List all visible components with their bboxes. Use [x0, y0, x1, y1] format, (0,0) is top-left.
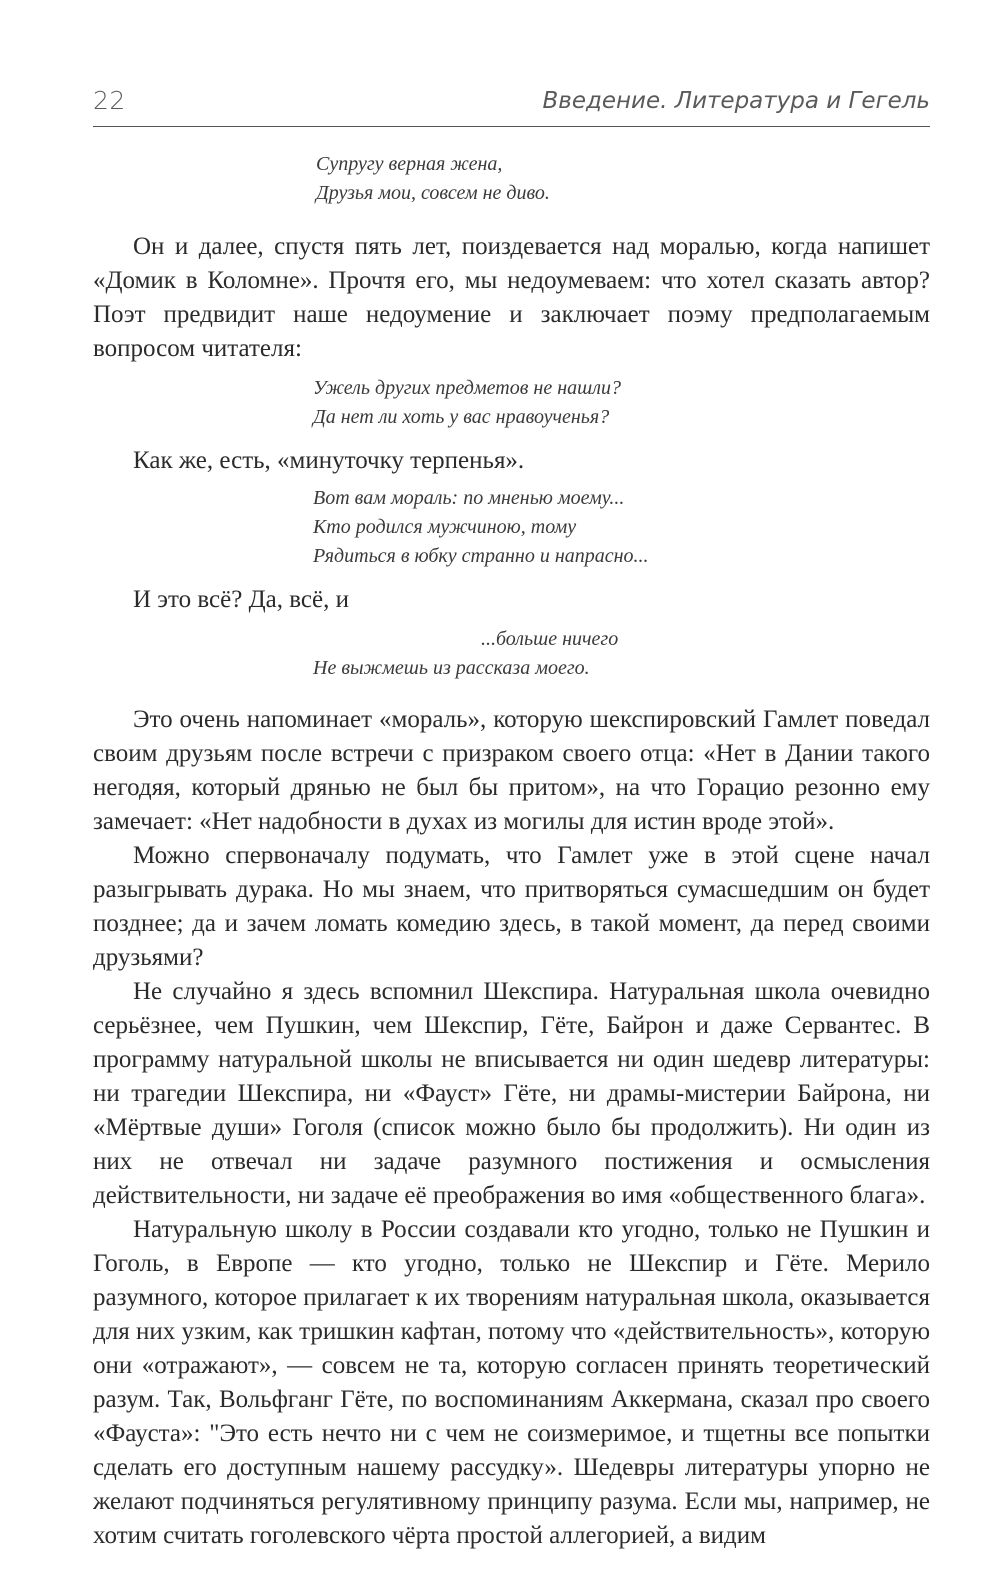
page-number: 22: [93, 86, 126, 115]
page-body: [93, 148, 930, 1553]
paragraph: Он и далее, спустя пять лет, поиздевается над моралью, когда напишет «Домик в Коломне». Прочтя его, мы недоумеваем: что хотел сказать автор? Поэт предвидит наше недоумение и заключает поэму предполагаемым вопросом читателя:: [93, 233, 930, 362]
paragraph: Как же, есть, «минуточку терпенья».: [133, 447, 525, 474]
verse-quote: [313, 484, 930, 571]
verse-line: Да нет ли хоть у вас нравоученья?: [313, 406, 610, 428]
verse-line: Ужель других предметов не нашли?: [313, 377, 621, 399]
verse-line: ...больше ничего: [481, 628, 619, 650]
paragraph: Можно спервоначалу подумать, что Гамлет уже в этой сцене начал разыгрывать дурака. Но мы знаем, что притворяться сумасшедшим он будет позднее; да и зачем ломать комедию здесь, в такой момент, да перед своими друзьями?: [93, 842, 930, 971]
verse-line: Не выжмешь из рассказа моего.: [313, 657, 590, 679]
verse-quote: [316, 150, 930, 208]
verse-line: Кто родился мужчиною, тому: [313, 516, 577, 538]
verse-line: Вот вам мораль: по мненью моему...: [313, 487, 625, 509]
verse-line: Супругу верная жена,: [316, 153, 503, 175]
paragraph: Это очень напоминает «мораль», которую шекспировский Гамлет поведал своим друзьям после встречи с призраком своего отца: «Нет в Дании такого негодяя, который дрянью не был бы притом», на что Горацио резонно ему замечает: «Нет надобности в духах из могилы для истин вроде этой».: [93, 706, 930, 835]
verse-quote: [313, 625, 930, 683]
verse-line: Рядиться в юбку странно и напрасно...: [313, 545, 649, 567]
paragraph: И это всё? Да, всё, и: [133, 586, 349, 613]
running-title: Введение. Литература и Гегель: [542, 88, 930, 114]
verse-line: Друзья мои, совсем не диво.: [316, 182, 550, 204]
page-header: [93, 80, 930, 127]
verse-quote: [313, 374, 930, 432]
paragraph: Не случайно я здесь вспомнил Шекспира. Натуральная школа очевидно серьёзнее, чем Пушкин, чем Шекспир, Гёте, Байрон и даже Сервантес. В программу натуральной школы не вписывается ни один шедевр литературы: ни трагедии Шекспира, ни «Фауст» Гёте, ни драмы-мистерии Байрона, ни «Мёртвые души» Гоголя (список можно было бы продолжить). Ни один из них не отвечал ни задаче разумного постижения и осмысления действительности, ни задаче её преображения во имя «общественного блага».: [93, 978, 930, 1209]
paragraph: Натуральную школу в России создавали кто угодно, только не Пушкин и Гоголь, в Европе — кто угодно, только не Шекспир и Гёте. Мерило разумного, которое прилагает к их творениям натуральная школа, оказывается для них узким, как тришкин кафтан, потому что «действительность», которую они «отражают», — совсем не та, которую согласен принять теоретический разум. Так, Вольфганг Гёте, по воспоминаниям Аккермана, сказал про своего «Фауста»: "Это есть нечто ни с чем не соизмеримое, и тщетны все попытки сделать его доступным нашему рассудку». Шедевры литературы упорно не желают подчиняться регулятивному принципу разума. Если мы, например, не хотим считать гоголевского чёрта простой аллегорией, а видим: [93, 1216, 930, 1549]
